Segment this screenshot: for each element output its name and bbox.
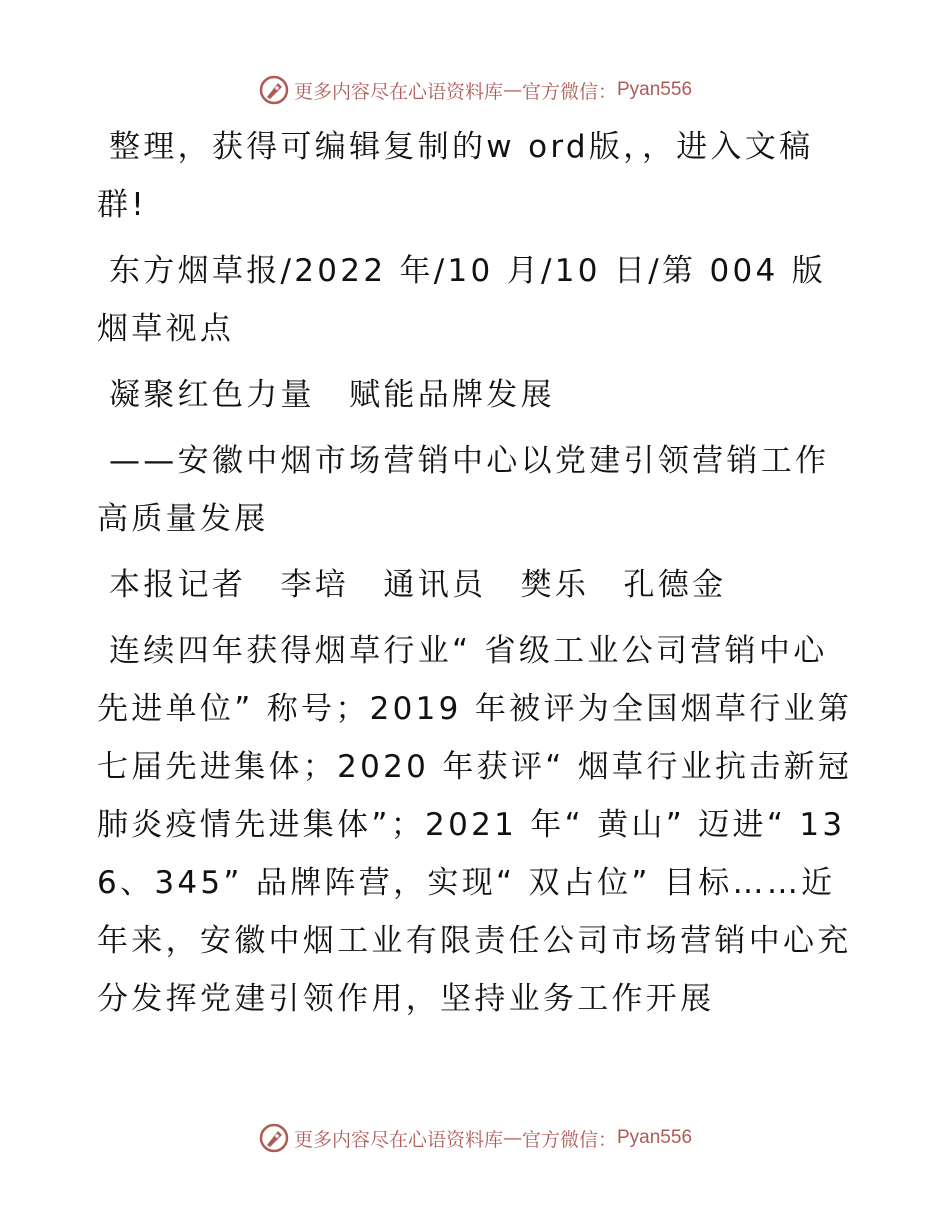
article-title: 凝聚红色力量 赋能品牌发展 xyxy=(109,377,555,413)
watermark-site-text: 更多内容尽在心语资料库 xyxy=(293,1128,503,1151)
watermark-separator: — xyxy=(502,79,522,101)
watermark-wechat-id: Pyan556 xyxy=(617,1127,693,1148)
document-body xyxy=(97,118,857,1036)
watermark-banner-top xyxy=(0,70,950,110)
watermark-wechat-label: 官方微信： xyxy=(521,1128,617,1151)
paragraph-intro: 整理，获得可编辑复制的w ord版，，进入文稿群! xyxy=(97,129,814,223)
article-subtitle: ——安徽中烟市场营销中心以党建引领营销工作高质量发展 xyxy=(97,443,830,537)
watermark-banner-bottom xyxy=(0,1118,950,1158)
pen-nib-icon xyxy=(258,74,290,106)
watermark-wechat-id: Pyan556 xyxy=(617,79,693,100)
watermark-site-text: 更多内容尽在心语资料库 xyxy=(293,80,503,103)
article-body-paragraph: 连续四年获得烟草行业“ 省级工业公司营销中心先进单位” 称号；2019 年被评为全国烟草行业第七届先进集体；2020 年获评“ 烟草行业抗击新冠肺炎疫情先进集体”；2021 年“ 黄山” 迈进“ 136、345” 品牌阵营，实现“ 双占位” 目标……近年来，安徽中烟工业有限责任公司市场营销中心充分发挥党建引领作用，坚持业务工作开展 xyxy=(97,633,853,1017)
article-byline: 本报记者 李培 通讯员 樊乐 孔德金 xyxy=(109,567,727,603)
paragraph-source: 东方烟草报/2022 年/10 月/10 日/第 004 版烟草视点 xyxy=(97,253,827,347)
pen-nib-icon xyxy=(258,1122,290,1154)
watermark-separator: — xyxy=(502,1127,522,1149)
watermark-wechat-label: 官方微信： xyxy=(521,80,617,103)
